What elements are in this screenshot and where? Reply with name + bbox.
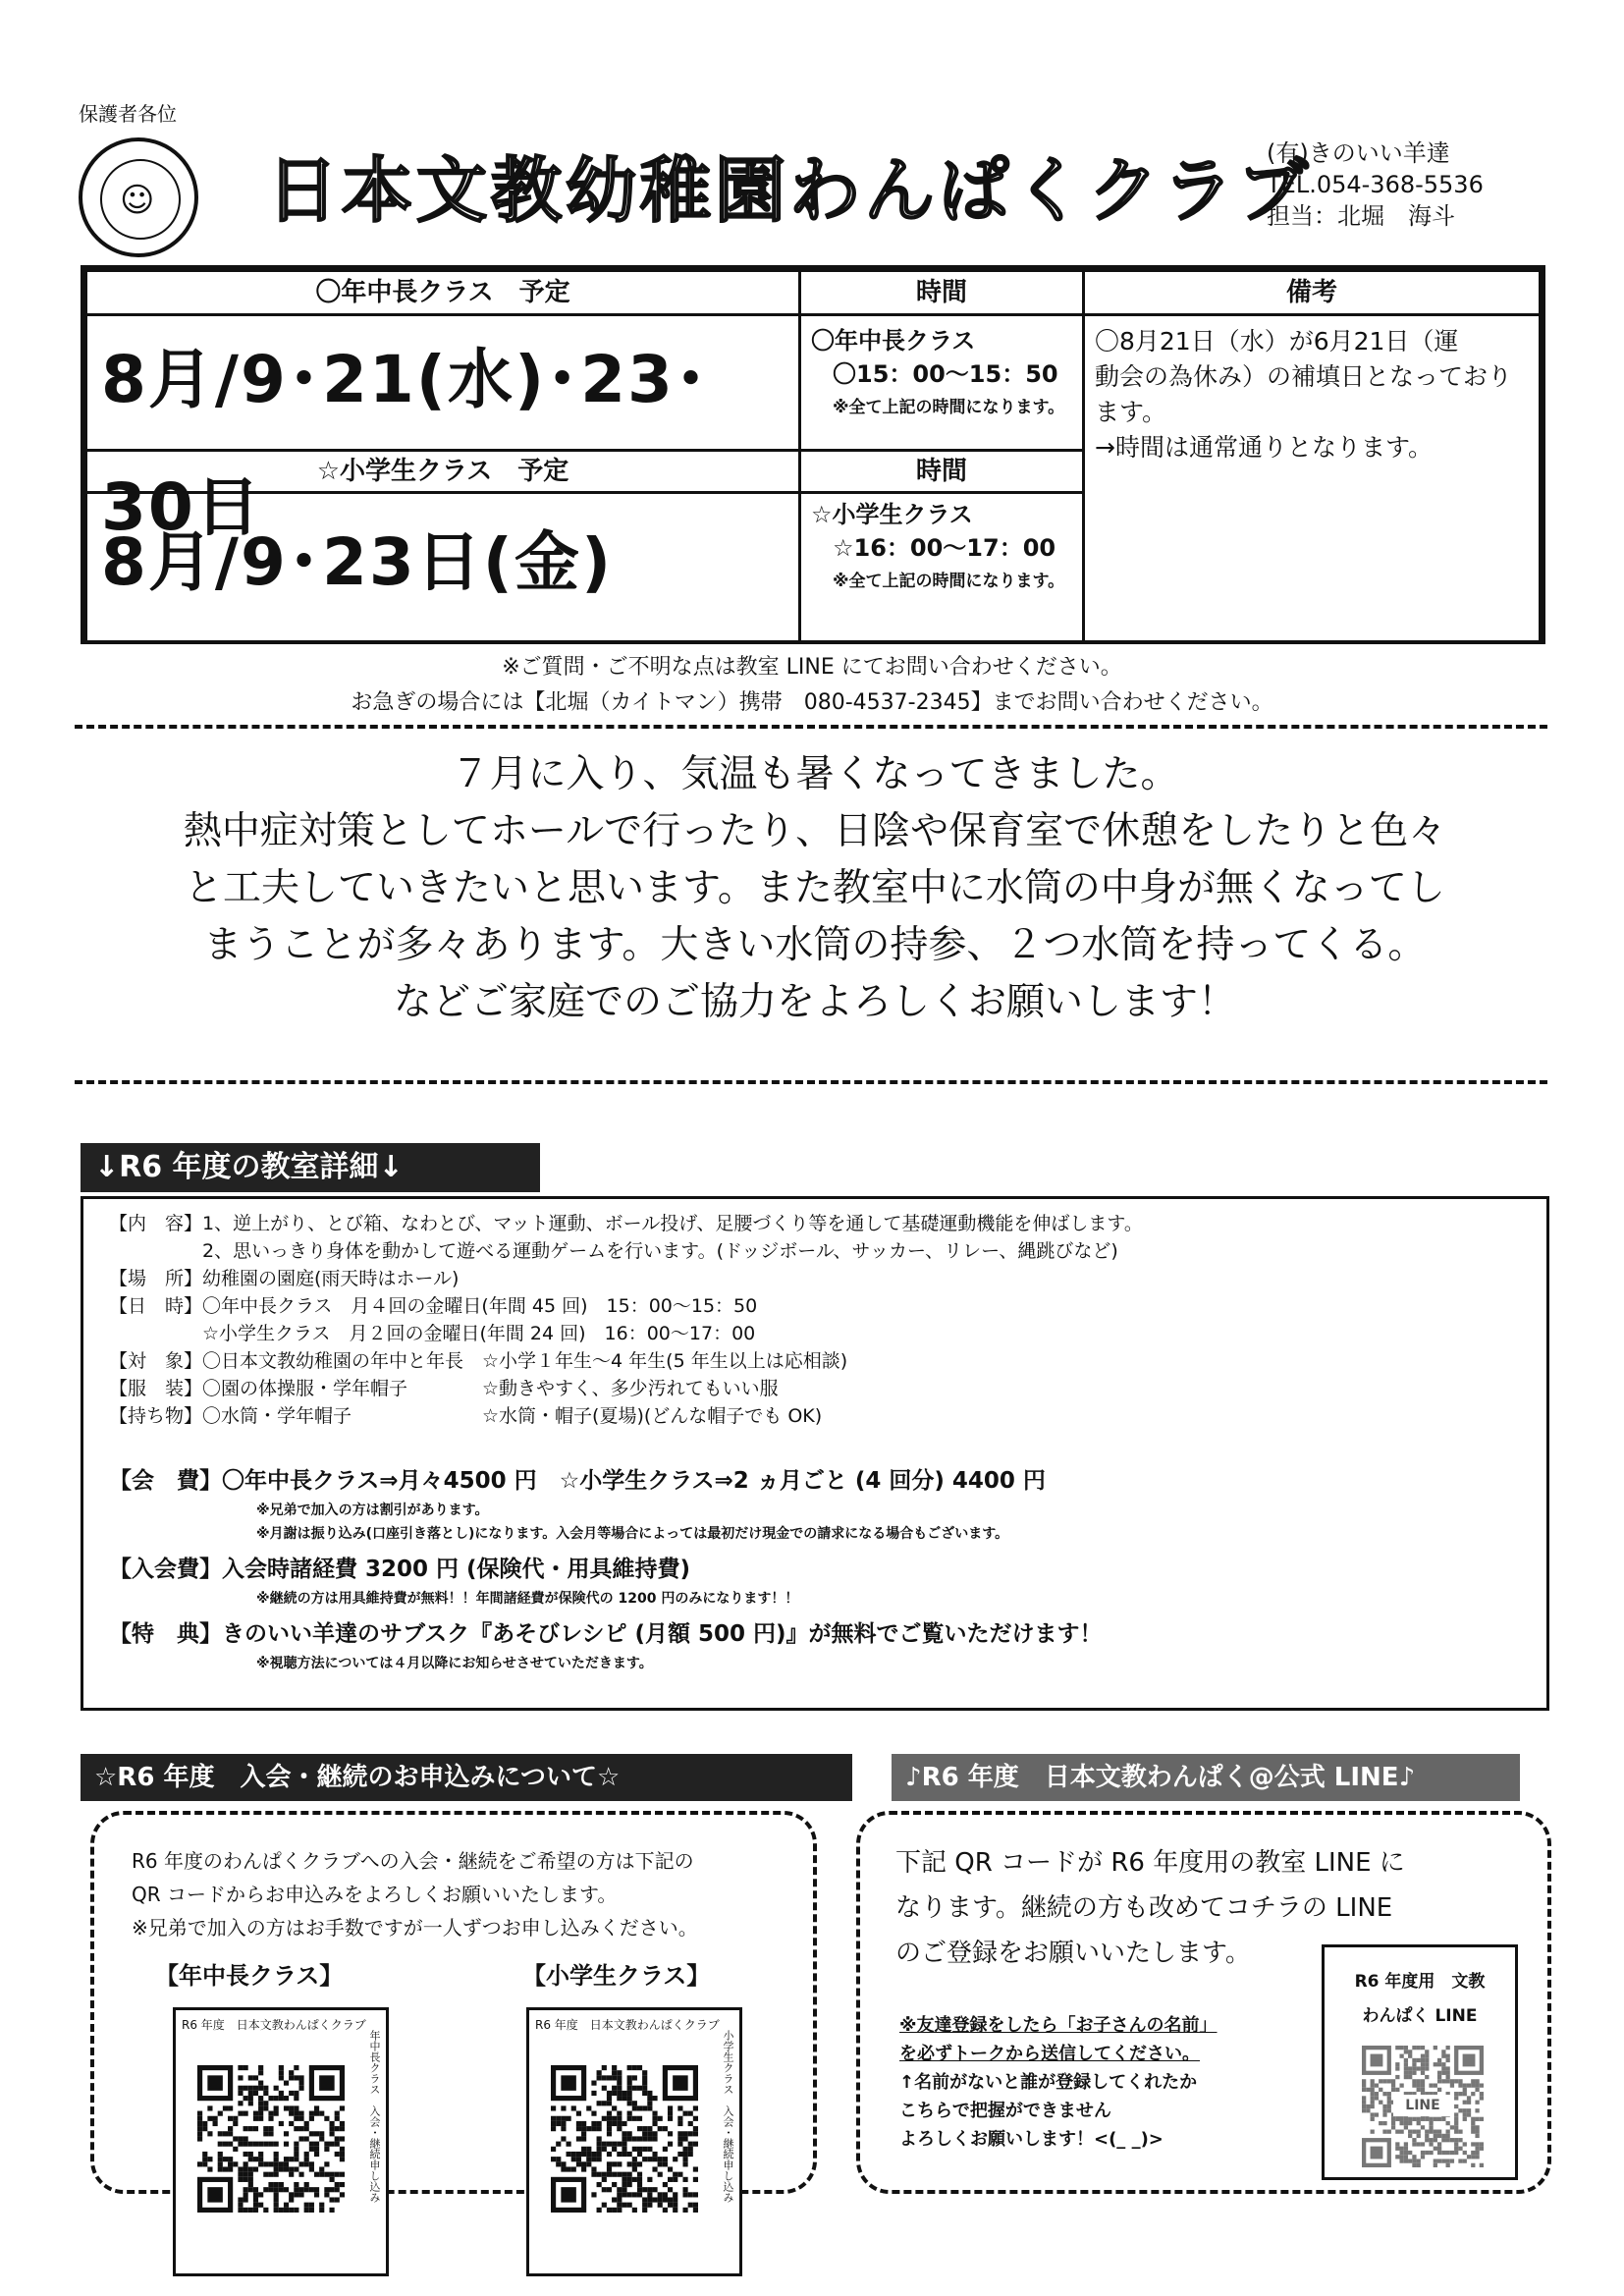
detail-row: 【内 容】1、逆上がり、とび箱、なわとび、マット運動、ボール投げ、足腰づくり等を通して基礎運動機能を伸ばします。 [109,1213,1143,1234]
company-tel: TEL.054-368-5536 [1267,171,1484,198]
divider [75,1080,1547,1084]
kinder-schedule-header: 〇年中長クラス 予定 [84,269,801,316]
entry-fee-line: 【入会費】入会時諸経費 3200 円 (保険代・用具維持費) [109,1557,691,1582]
line-box-subtitle: わんぱく LINE [1362,2006,1478,2026]
remarks-cell [1082,313,1542,640]
line-note: を必ずトークから送信してください。 [899,2044,1200,2064]
fee-note: ※兄弟で加入の方は割引があります。 [256,1503,489,1518]
remarks-line: →時間は通常通りとなります。 [1095,433,1433,462]
inquiry-line: ※ご質問・ご不明な点は教室 LINE にてお問い合わせください。 [502,655,1122,680]
kinder-qr-label: 【年中長クラス】 [155,1962,344,1990]
line-box-title: R6 年度用 文教 [1354,1972,1486,1992]
remarks-line: 動会の為休み）の補填日となっており [1095,362,1513,391]
detail-row: ☆小学生クラス 月２回の金曜日(年間 24 回) 16：00～17：00 [109,1323,756,1344]
qr-card-header: R6 年度 日本文教わんぱくクラブ [182,2018,366,2032]
detail-row: 【対 象】〇日本文教幼稚園の年中と年長 ☆小学１年生～4 年生(5 年生以上は応相談) [109,1350,848,1372]
kinder-time-header: 時間 [798,269,1085,316]
perk-line: 【特 典】きのいい羊達のサブスク『あそびレシピ (月額 500 円)』が無料でご覧いただけます！ [109,1621,1103,1647]
detail-row: 2、思いっきり身体を動かして遊べる運動ゲームを行います。(ドッジボール、サッカー、リレー、縄跳びなど) [109,1240,1118,1262]
details-heading: ↓R6 年度の教室詳細↓ [81,1143,540,1192]
remarks-header: 備考 [1082,269,1542,316]
company-block [1267,137,1484,232]
line-qr-card[interactable] [1322,1944,1518,2180]
elem-qr-code[interactable] [551,2065,698,2213]
remarks-line: 〇8月21日（水）が6月21日（運 [1095,327,1459,355]
monthly-message [59,746,1571,1031]
qr-card-side-text: 小学生クラス 入会・継続申し込み [722,2030,734,2203]
company-contact: 担当：北堀 海斗 [1267,202,1455,230]
fee-note: ※月謝は振り込み(口座引き落とし)になります。入会月等場合によっては最初だけ現金での請求になる場合もございます。 [256,1526,1009,1542]
application-text: R6 年度のわんぱくクラブへの入会・継続をご希望の方は下記の [132,1849,694,1873]
elem-time-header: 時間 [798,449,1085,494]
page-title: 日本文教幼稚園わんぱくクラブ [267,149,1313,232]
application-text: QR コードからお申込みをよろしくお願いいたします。 [132,1883,618,1906]
detail-row: 【日 時】〇年中長クラス 月４回の金曜日(年間 45 回) 15：00～15：50 [109,1295,758,1317]
message-line: などご家庭でのご協力をよろしくお願いします！ [393,980,1236,1024]
company-name: (有)きのいい羊達 [1267,139,1450,167]
message-line: まうことが多々あります。大きい水筒の持参、２つ水筒を持ってくる。 [203,923,1427,967]
fee-line: 【会 費】〇年中長クラス⇒月々4500 円 ☆小学生クラス⇒2 ヵ月ごと (4 回分) 4400 円 [109,1468,1046,1494]
detail-row: 【服 装】〇園の体操服・学年帽子 ☆動きやすく、多少汚れてもいい服 [109,1378,779,1399]
remarks-line: ます。 [1095,398,1167,426]
application-text: ※兄弟で加入の方はお手数ですが一人ずつお申し込みください。 [132,1916,698,1940]
elem-schedule-header: ☆小学生クラス 予定 [84,449,801,494]
detail-row: 【場 所】幼稚園の園庭(雨天時はホール) [109,1268,460,1289]
schedule-table [81,265,1545,644]
elem-qr-card[interactable] [526,2007,742,2276]
addressee: 保護者各位 [79,102,177,126]
line-note: こちらで把握ができません [899,2101,1111,2121]
line-text: なります。継続の方も改めてコチラの LINE [895,1893,1393,1923]
line-text: のご登録をお願いいたします。 [895,1939,1251,1968]
line-heading: ♪R6 年度 日本文教わんぱく@公式 LINE♪ [892,1754,1520,1801]
elem-time-cell [798,491,1085,640]
details-box [81,1196,1549,1711]
club-logo: ☺ [79,137,198,257]
line-note: よろしくお願いします！<(_ _)> [899,2129,1164,2150]
kinder-qr-code[interactable] [197,2065,345,2213]
urgent-contact-line: お急ぎの場合には【北堀（カイトマン）携帯 080-4537-2345】までお問い合わせください。 [351,690,1273,715]
elem-dates: 8月/9･23日(金) [84,491,801,640]
line-note: ↑名前がないと誰が登録してくれたか [899,2072,1198,2093]
message-line: ７月に入り、気温も暑くなってきました。 [451,752,1179,796]
detail-row: 【持ち物】〇水筒・学年帽子 ☆水筒・帽子(夏場)(どんな帽子でも OK) [109,1405,823,1427]
application-heading: ☆R6 年度 入会・継続のお申込みについて☆ [81,1754,852,1801]
kinder-qr-card[interactable] [173,2007,389,2276]
line-box [856,1811,1551,2194]
qr-card-side-text: 年中長クラス 入会・継続申し込み [368,2030,381,2203]
kinder-dates: 8月/9･21(水)･23･30日 [84,313,801,452]
elem-time-class: ☆小学生クラス [811,501,973,528]
line-text: 下記 QR コードが R6 年度用の教室 LINE に [895,1848,1405,1878]
message-line: と工夫していきたいと思います。また教室中に水筒の中身が無くなってし [185,866,1445,910]
kinder-time-note: ※全て上記の時間になります。 [833,398,1065,417]
line-note: ※友達登録をしたら「お子さんの名前」 [899,2015,1218,2036]
qr-card-header: R6 年度 日本文教わんぱくクラブ [535,2018,720,2032]
elem-qr-label: 【小学生クラス】 [522,1962,711,1990]
kinder-time-value: 〇15：00～15：50 [833,360,1058,388]
elem-time-note: ※全て上記の時間になります。 [833,572,1065,591]
elem-time-value: ☆16：00～17：00 [833,534,1056,562]
divider [75,725,1547,729]
kinder-time-cell [798,313,1085,452]
application-box [90,1811,817,2203]
entry-fee-note: ※継続の方は用具維持費が無料！！年間諸経費が保険代の 1200 円のみになります！！ [256,1591,799,1607]
line-qr-label: LINE [1393,2095,1452,2116]
kinder-time-class: 〇年中長クラス [811,327,976,355]
perk-note: ※視聴方法については４月以降にお知らせさせていただきます。 [256,1656,653,1671]
message-line: 熱中症対策としてホールで行ったり、日陰や保育室で休憩をしたりと色々 [183,809,1447,853]
